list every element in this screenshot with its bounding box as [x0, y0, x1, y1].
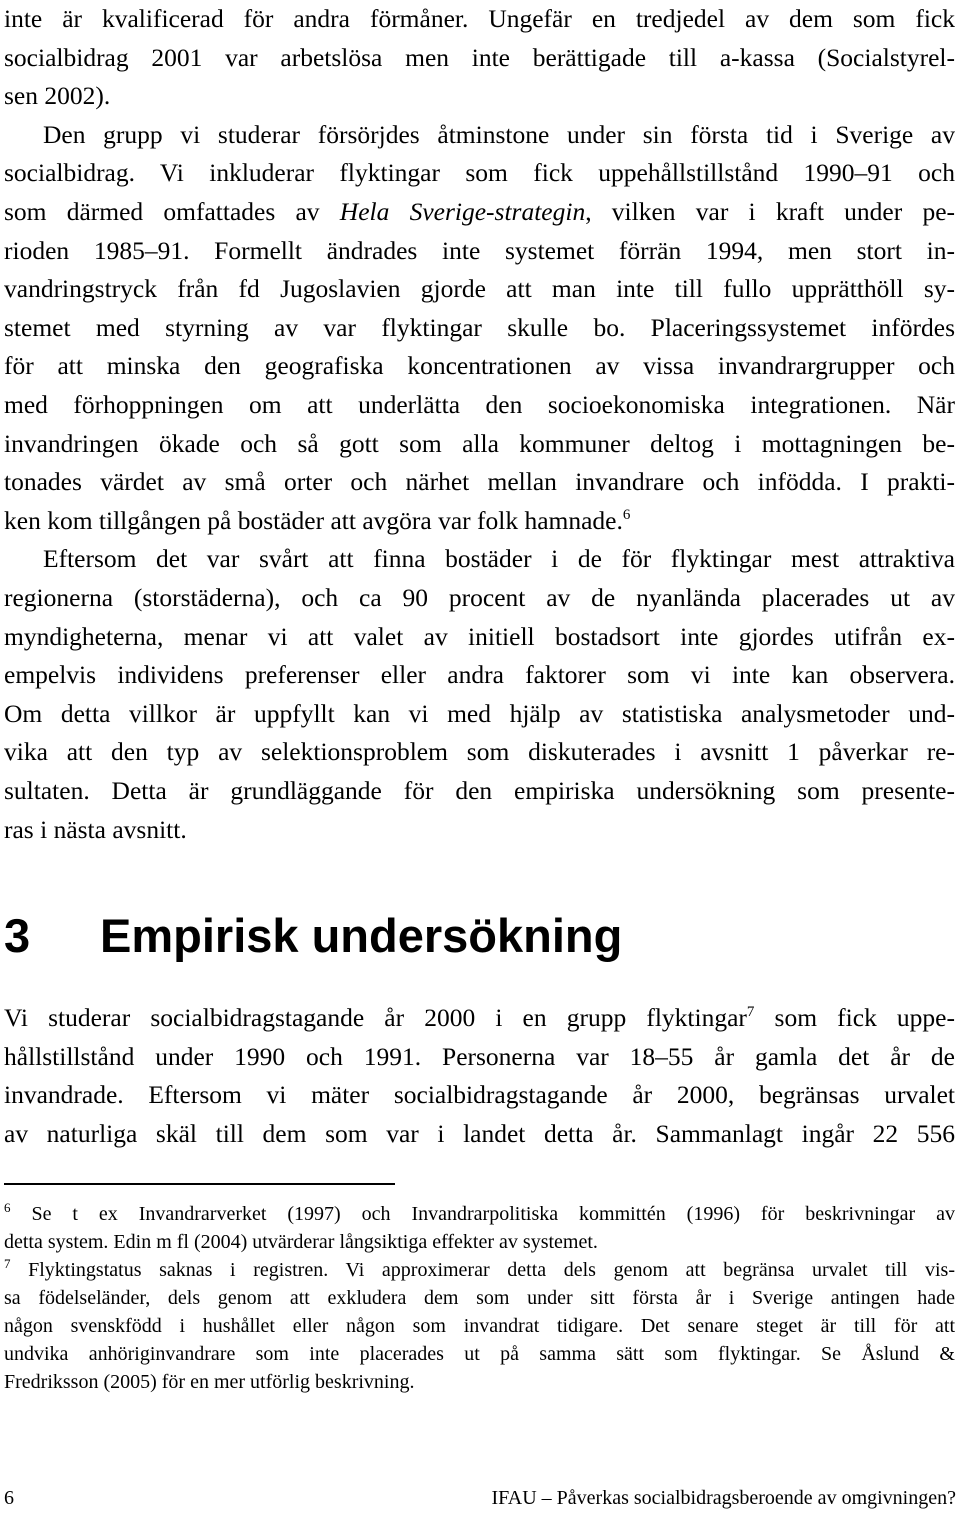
text-span: Se t ex Invandrarverket (1997) och Invandrarpolitiska kommittén (1996) för beskrivningar av [10, 1203, 955, 1225]
body-text-line: Den grupp vi studerar försörjdes åtminstone under sin första tid i Sverige av [43, 119, 955, 149]
text-span: Flyktingstatus saknas i registren. Vi approximerar detta dels genom att begränsa urvalet till vis- [10, 1259, 955, 1281]
section-number: 3 [4, 909, 31, 962]
body-text-line: Eftersom det var svårt att finna bostäder i de för flyktingar mest attraktiva [43, 544, 955, 574]
page-number: 6 [4, 1487, 14, 1509]
footnote-line [4, 1256, 955, 1284]
footnote-marker[interactable]: 7 [746, 1004, 755, 1020]
text-span: , vilken var i kraft under pe- [585, 197, 956, 226]
body-text-line: sen 2002). [4, 81, 111, 111]
footnote-line: undvika anhöriginvandrare som inte placerades ut på samma sätt som flyktingar. Se Åslund & [4, 1343, 955, 1365]
footnote-line: sa födelseländer, dels genom att exkludera dem som under sitt första år i Sverige antingen hade [4, 1287, 955, 1309]
text-span: som fick uppe- [754, 1003, 955, 1032]
footnote-line: någon svenskfödd i hushållet eller någon som invandrat tidigare. Det senare steget är till för att [4, 1315, 955, 1337]
body-text-line [4, 999, 955, 1038]
footnote-separator [4, 1183, 395, 1185]
body-text-line: tonades värdet av små orter och närhet mellan invandrare och infödda. I prakti- [4, 467, 955, 497]
body-text-line: stemet med styrning av var flyktingar skulle bo. Placeringssystemet infördes [4, 312, 955, 342]
body-text-line: för att minska den geografiska koncentrationen av vissa invandrargrupper och [4, 351, 955, 381]
footnote-line: detta system. Edin m fl (2004) utvärderar långsiktiga effekter av systemet. [4, 1231, 598, 1253]
body-text-line: vandringstryck från fd Jugoslavien gjorde att man inte till fullo upprätthöll sy- [4, 274, 955, 304]
body-text-line: socialbidrag 2001 var arbetslösa men inte berättigade till a-kassa (Socialstyrel- [4, 42, 955, 72]
footnote-number: 7 [4, 1256, 11, 1271]
body-text-line: ras i nästa avsnitt. [4, 814, 187, 844]
footnote-line [4, 1200, 955, 1228]
running-title: IFAU – Påverkas socialbidragsberoende av omgivningen? [491, 1487, 956, 1509]
body-text-line: socialbidrag. Vi inkluderar flyktingar som fick uppehållstillstånd 1990–91 och [4, 158, 955, 188]
text-span: Vi studerar socialbidragstagande år 2000 i en grupp flyktingar [4, 1003, 747, 1032]
body-text-line: vika att den typ av selektionsproblem som diskuterades i avsnitt 1 påverkar re- [4, 737, 955, 767]
body-text-line: inte är kvalificerad för andra förmåner. Ungefär en tredjedel av dem som fick [4, 4, 955, 33]
body-text-line: Om detta villkor är uppfyllt kan vi med hjälp av statistiska analysmetoder und- [4, 698, 955, 728]
emphasized-term: Hela Sverige-strategin [339, 197, 586, 226]
body-text-line: med förhoppningen om att underlätta den socioekonomiska integrationen. När [4, 390, 955, 419]
body-text-line: regionerna (storstäderna), och ca 90 procent av de nyanlända placerades ut av [4, 583, 955, 612]
footnote-line: Fredriksson (2005) för en mer utförlig beskrivning. [4, 1371, 415, 1393]
body-text-line: av naturliga skäl till dem som var i landet detta år. Sammanlagt ingår 22 556 [4, 1118, 955, 1148]
text-span: ken kom tillgången på bostäder att avgöra var folk hamnade. [4, 505, 623, 535]
body-text-line: sultaten. Detta är grundläggande för den empiriska undersökning som presente- [4, 776, 955, 805]
section-heading [4, 903, 622, 969]
body-text-line: invandrade. Eftersom vi mäter socialbidragstagande år 2000, begränsas urvalet [4, 1080, 955, 1110]
section-title: Empirisk undersökning [100, 909, 623, 962]
body-text-line [4, 502, 630, 541]
footnote-marker[interactable]: 6 [622, 506, 631, 523]
body-text-line: myndigheterna, menar vi att valet av initiell bostadsort inte gjordes utifrån ex- [4, 621, 955, 651]
body-text-line: invandringen ökade och så gott som alla kommuner deltog i mottagningen be- [4, 428, 955, 458]
body-text-line: rioden 1985–91. Formellt ändrades inte systemet förrän 1994, men stort in- [4, 235, 955, 265]
body-text-line: hållstillstånd under 1990 och 1991. Personerna var 18–55 år gamla det år de [4, 1041, 955, 1071]
body-text-line: empelvis individens preferenser eller andra faktorer som vi inte kan observera. [4, 660, 955, 690]
text-span: som därmed omfattades av [4, 197, 340, 226]
body-text-line [4, 193, 955, 232]
footnote-number: 6 [4, 1200, 11, 1215]
